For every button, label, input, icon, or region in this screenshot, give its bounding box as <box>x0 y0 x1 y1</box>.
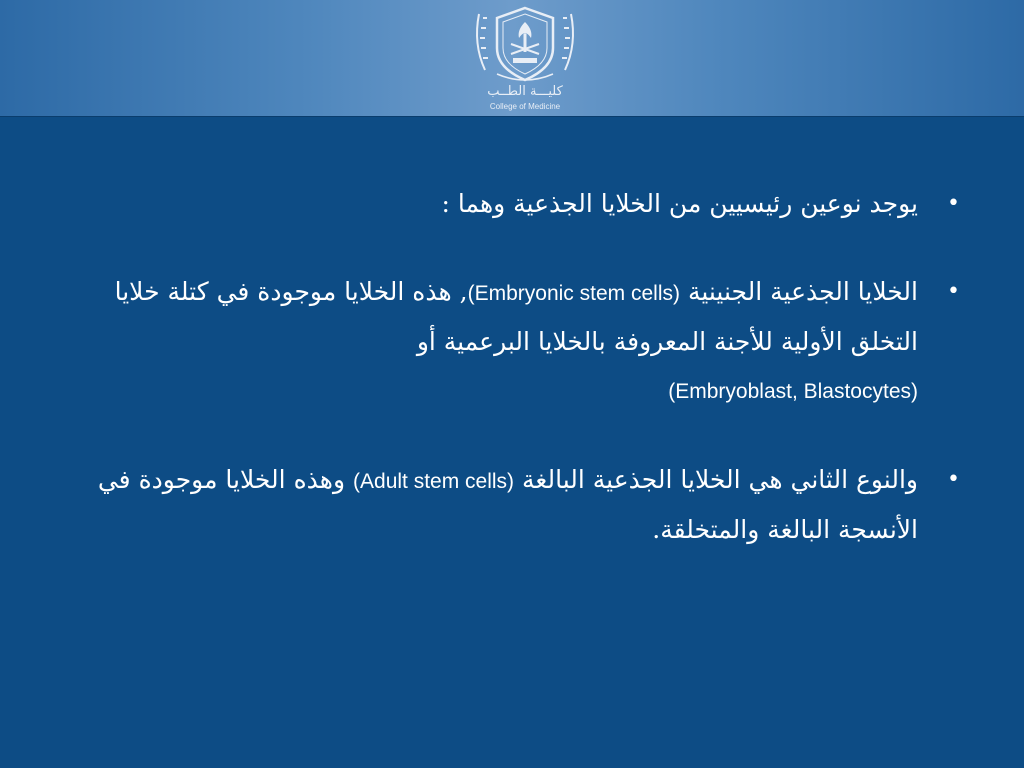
bullet-text-arabic: , هذه الخلايا موجودة في كتلة خلايا التخلق الأولية للأجنة المعروفة بالخلايا البرعمية أو <box>114 277 918 356</box>
bullet-text-arabic: الخلايا الجذعية الجنينية <box>687 277 918 306</box>
logo-english-text: College of Medicine <box>489 102 561 111</box>
slide-content <box>90 180 960 594</box>
bullet-item <box>90 180 960 228</box>
bullet-icon: • <box>947 191 960 216</box>
college-logo <box>455 4 595 114</box>
bullet-text-english: (Adult stem cells) <box>353 470 515 493</box>
bullet-item <box>90 268 960 416</box>
bullet-text-english: (Embryoblast, Blastocytes) <box>668 380 918 403</box>
bullet-icon: • <box>947 279 960 304</box>
bullet-text-arabic: والنوع الثاني هي الخلايا الجذعية البالغة <box>522 465 918 494</box>
logo-arabic-text: كليـــة الطــب <box>487 84 563 99</box>
header-banner <box>0 0 1024 117</box>
university-emblem-icon <box>467 4 583 82</box>
bullet-text: يوجد نوعين رئيسيين من الخلايا الجذعية وهما : <box>441 189 918 218</box>
bullet-item <box>90 456 960 554</box>
bullet-text-arabic: وهذه الخلايا موجودة في الأنسجة البالغة والمتخلقة. <box>97 465 918 544</box>
bullet-icon: • <box>947 467 960 492</box>
bullet-text-english: (Embryonic stem cells) <box>467 282 680 305</box>
